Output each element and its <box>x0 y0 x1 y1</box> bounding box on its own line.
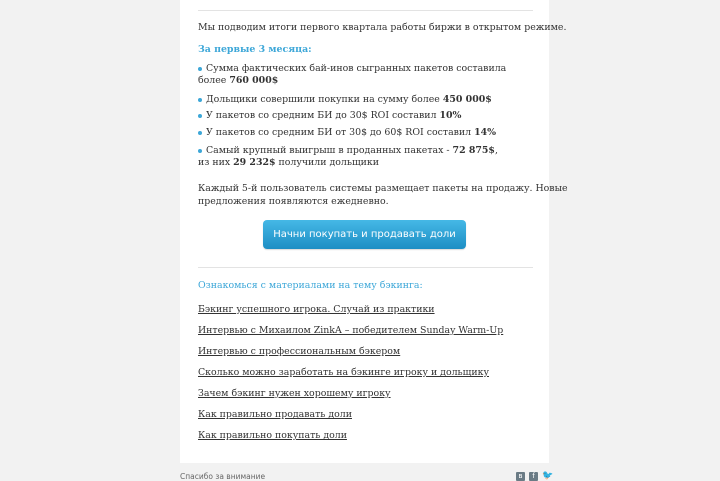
email-card <box>180 0 568 463</box>
article-link[interactable]: Зачем бэкинг нужен хорошему игроку <box>198 388 391 399</box>
article-link[interactable]: Бэкинг успешного игрока. Случай из практики <box>198 304 435 315</box>
vk-icon[interactable]: в <box>516 472 525 481</box>
bullet-dot-icon <box>198 149 202 153</box>
bullet-value: 10% <box>439 110 462 121</box>
bullet-dot-icon <box>198 98 202 102</box>
article-link[interactable]: Сколько можно заработать на бэкинге игроку и дольщику <box>198 367 489 378</box>
article-link[interactable]: Интервью с профессиональным бэкером <box>198 346 401 357</box>
bullet-text: Сумма фактических бай-инов сыгранных пакетов составила <box>206 63 507 74</box>
facebook-icon[interactable]: f <box>529 472 538 481</box>
bullet-text: У пакетов со средним БИ до 30$ ROI составил 10% <box>206 110 462 121</box>
bullet-dot-icon <box>198 114 202 118</box>
article-link[interactable]: Как правильно покупать доли <box>198 430 347 441</box>
bullet-value: 760 000$ <box>229 75 279 86</box>
bullet-text: У пакетов со средним БИ от 30$ до 60$ ROI составил 14% <box>206 127 497 138</box>
bullet-value: 450 000$ <box>442 94 492 105</box>
bullet-dot-icon <box>198 131 202 135</box>
bullet-value: 14% <box>474 127 497 138</box>
middle-divider <box>198 267 533 268</box>
article-link[interactable]: Как правильно продавать доли <box>198 409 352 420</box>
bullet-value: 72 875$ <box>452 145 495 156</box>
bullet-text: Самый крупный выигрыш в проданных пакетах - 72 875$, <box>206 145 498 156</box>
twitter-icon[interactable]: 🐦 <box>542 471 554 481</box>
bullet-dot-icon <box>198 67 202 71</box>
info-paragraph-line2: предложения появляются ежедневно. <box>198 196 389 207</box>
bullet-continuation: более 760 000$ <box>198 75 279 86</box>
top-divider <box>198 10 533 11</box>
materials-heading: Ознакомься с материалами на тему бэкинга: <box>198 280 423 291</box>
article-link[interactable]: Интервью с Михаилом ZinkA – победителем Sunday Warm-Up <box>198 325 504 336</box>
stats-heading: За первые 3 месяца: <box>198 44 312 55</box>
bullet-value: 29 232$ <box>233 157 276 168</box>
start-trading-button[interactable]: Начни покупать и продавать доли <box>263 220 466 249</box>
bullet-text: Дольщики совершили покупки на сумму более 450 000$ <box>206 94 492 105</box>
intro-text: Мы подводим итоги первого квартала работы биржи в открытом режиме. <box>198 22 567 33</box>
info-paragraph-line1: Каждый 5-й пользователь системы размещает пакеты на продажу. Новые <box>198 183 568 194</box>
bullet-continuation: из них 29 232$ получили дольщики <box>198 157 380 168</box>
footer-thanks: Спасибо за внимание <box>180 472 266 481</box>
